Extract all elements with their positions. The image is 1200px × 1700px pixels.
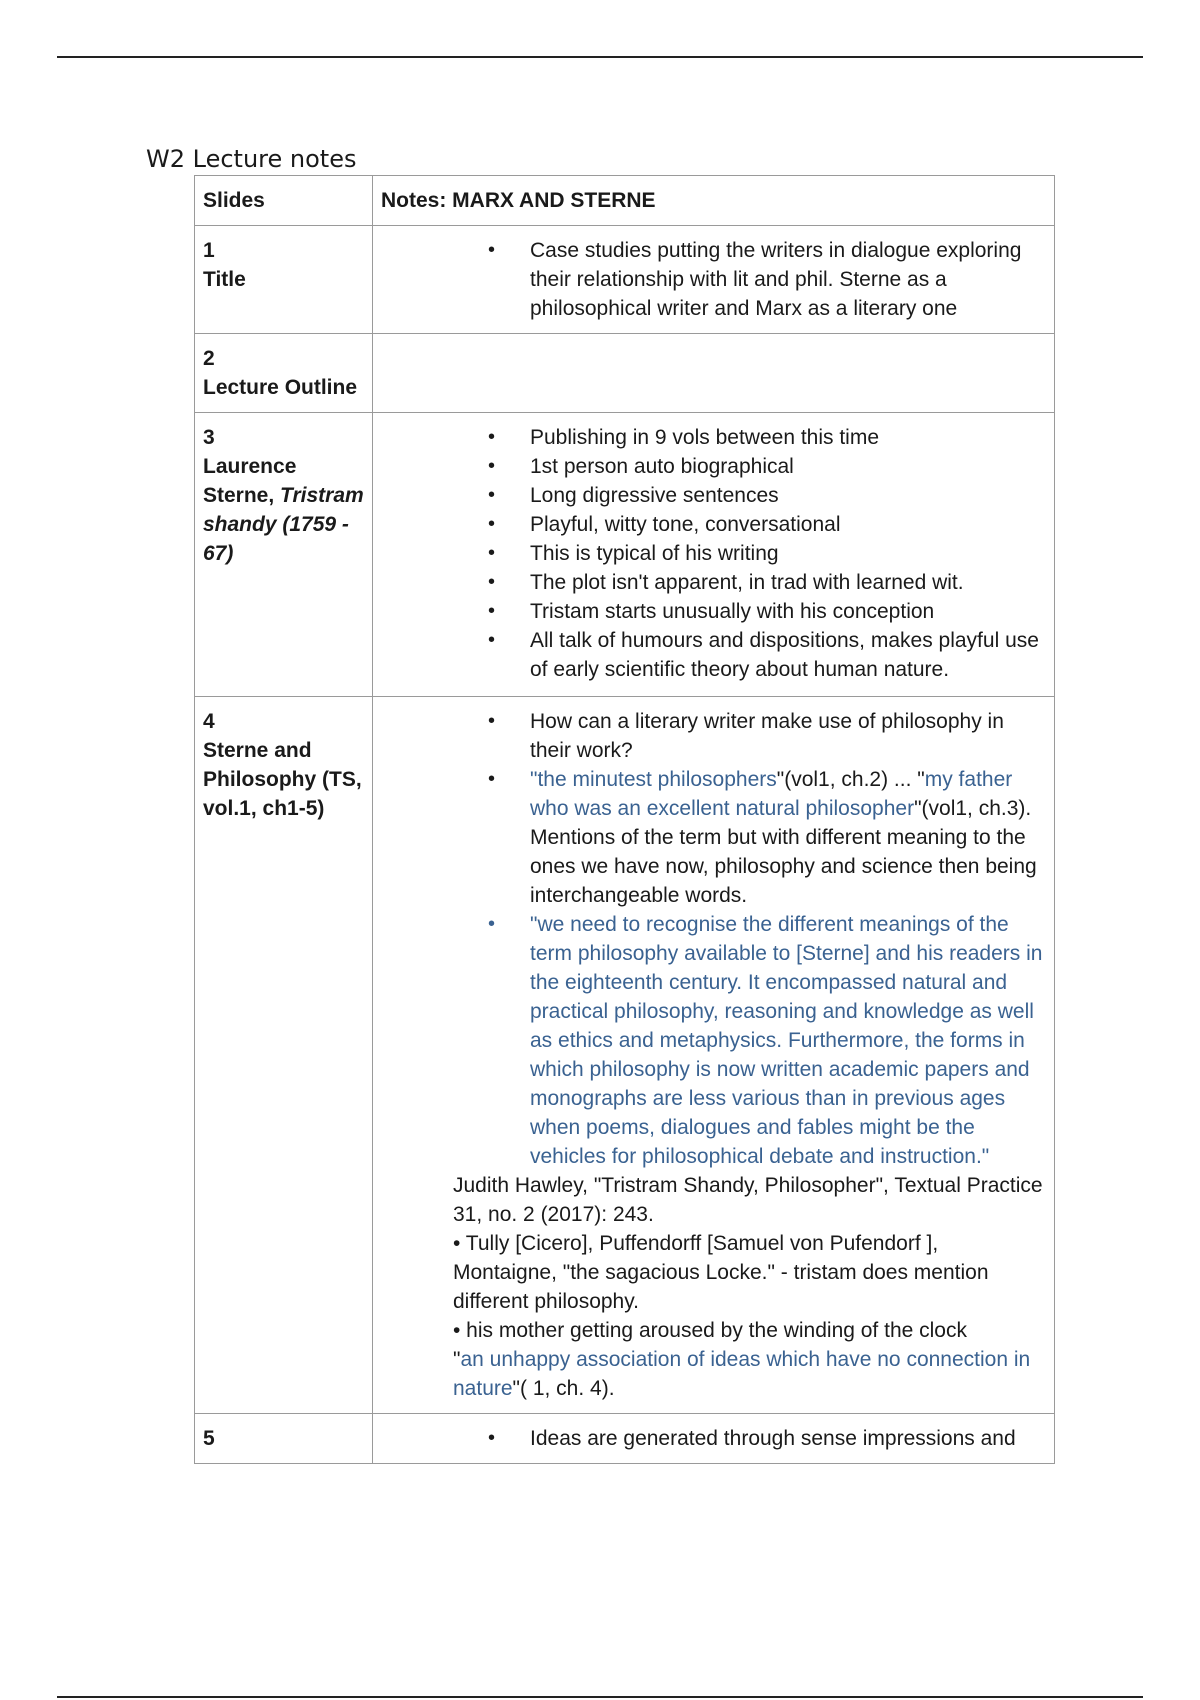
slide-title: Title: [203, 268, 246, 291]
list-item: • Playful, witty tone, conversational: [488, 510, 1046, 539]
slide-cell: [195, 226, 373, 334]
notes-paragraphs: [381, 1171, 1046, 1403]
slide-cell: [195, 1414, 373, 1464]
list-item: • All talk of humours and dispositions, makes playful use of early scientific theory about human nature.: [488, 626, 1046, 684]
footer-rule: [57, 1696, 1143, 1698]
note-paragraph: [453, 1345, 1046, 1403]
reference-text: "(vol1, ch.2) ... ": [776, 768, 925, 791]
slide-number: 1: [203, 239, 215, 262]
list-item: • This is typical of his writing: [488, 539, 1046, 568]
table-row: [195, 334, 1055, 413]
reference-text: "( 1, ch. 4).: [512, 1377, 615, 1400]
list-item: • Case studies putting the writers in dialogue exploring their relationship with lit and phil. Sterne as a philosophical writer and Marx as a literary one: [488, 236, 1046, 323]
slide-cell: [195, 697, 373, 1414]
list-item: • Long digressive sentences: [488, 481, 1046, 510]
table-row: [195, 697, 1055, 1414]
list-item: [488, 765, 1046, 910]
citation-text: Judith Hawley, "Tristram Shandy, Philosopher", Textual Practice 31, no. 2 (2017): 243.: [453, 1174, 1043, 1226]
notes-cell: [373, 226, 1055, 334]
note-paragraph: • Tully [Cicero], Puffendorff [Samuel von Pufendorf ], Montaigne, "the sagacious Locke." - tristam does mention different philosophy.: [453, 1232, 989, 1313]
notes-cell: [373, 697, 1055, 1414]
quote-text: an unhappy association of ideas which have no connection in nature: [453, 1348, 1031, 1400]
reference-text: "(vol1, ch.3). Mentions of the term but with different meaning to the ones we have now, philosophy and science then being interchangeable words.: [530, 797, 1037, 907]
notes-cell: [373, 334, 1055, 413]
header-slides: Slides: [195, 176, 373, 226]
slide-title-author: Laurence Sterne,: [203, 455, 297, 507]
slide-title-work: Tristram shandy (1759 - 67): [203, 484, 364, 565]
list-item: • Publishing in 9 vols between this time: [488, 423, 1046, 452]
list-item: • Ideas are generated through sense impressions and: [488, 1424, 1046, 1453]
list-item: • Tristam starts unusually with his conception: [488, 597, 1046, 626]
list-item: • The plot isn't apparent, in trad with learned wit.: [488, 568, 1046, 597]
slide-cell: [195, 413, 373, 697]
slide-number: 5: [203, 1427, 215, 1450]
slide-title: Lecture Outline: [203, 376, 358, 399]
list-item: • "we need to recognise the different meanings of the term philosophy available to [Sterne] and his readers in the eighteenth century. It encompassed natural and practical philosophy, reasoning and knowledge as well as ethics and metaphysics. Furthermore, the forms in which philosophy is now written academic papers and monographs are less various than in previous ages when poems, dialogues and fables might be the vehicles for philosophical debate and instruction.": [488, 910, 1046, 1171]
slide-number: 2: [203, 347, 215, 370]
table-row: [195, 226, 1055, 334]
note-paragraph: • his mother getting aroused by the winding of the clock: [453, 1319, 967, 1342]
document-title: W2 Lecture notes: [146, 145, 357, 173]
notes-cell: [373, 1414, 1055, 1464]
notes-list: [381, 707, 1046, 1171]
header-rule: [57, 56, 1143, 58]
notes-list: [381, 423, 1046, 684]
lecture-notes-table: [194, 175, 1055, 1464]
table-header-row: [195, 176, 1055, 226]
slide-cell: [195, 334, 373, 413]
quote-text: "the minutest philosophers: [530, 768, 777, 791]
notes-list: [381, 1424, 1046, 1453]
list-item: • 1st person auto biographical: [488, 452, 1046, 481]
quote-mark: ": [453, 1348, 461, 1371]
notes-list: [381, 236, 1046, 323]
list-item: • How can a literary writer make use of philosophy in their work?: [488, 707, 1046, 765]
slide-number: 4: [203, 710, 215, 733]
table-row: [195, 1414, 1055, 1464]
slide-title: [203, 452, 364, 568]
table-row: [195, 413, 1055, 697]
slide-title: Sterne and Philosophy (TS, vol.1, ch1-5): [203, 739, 362, 820]
slide-number: 3: [203, 426, 215, 449]
notes-cell: [373, 413, 1055, 697]
header-notes: Notes: MARX AND STERNE: [373, 176, 1055, 226]
quote-text: my father who was an excellent natural philosopher: [530, 768, 1013, 820]
